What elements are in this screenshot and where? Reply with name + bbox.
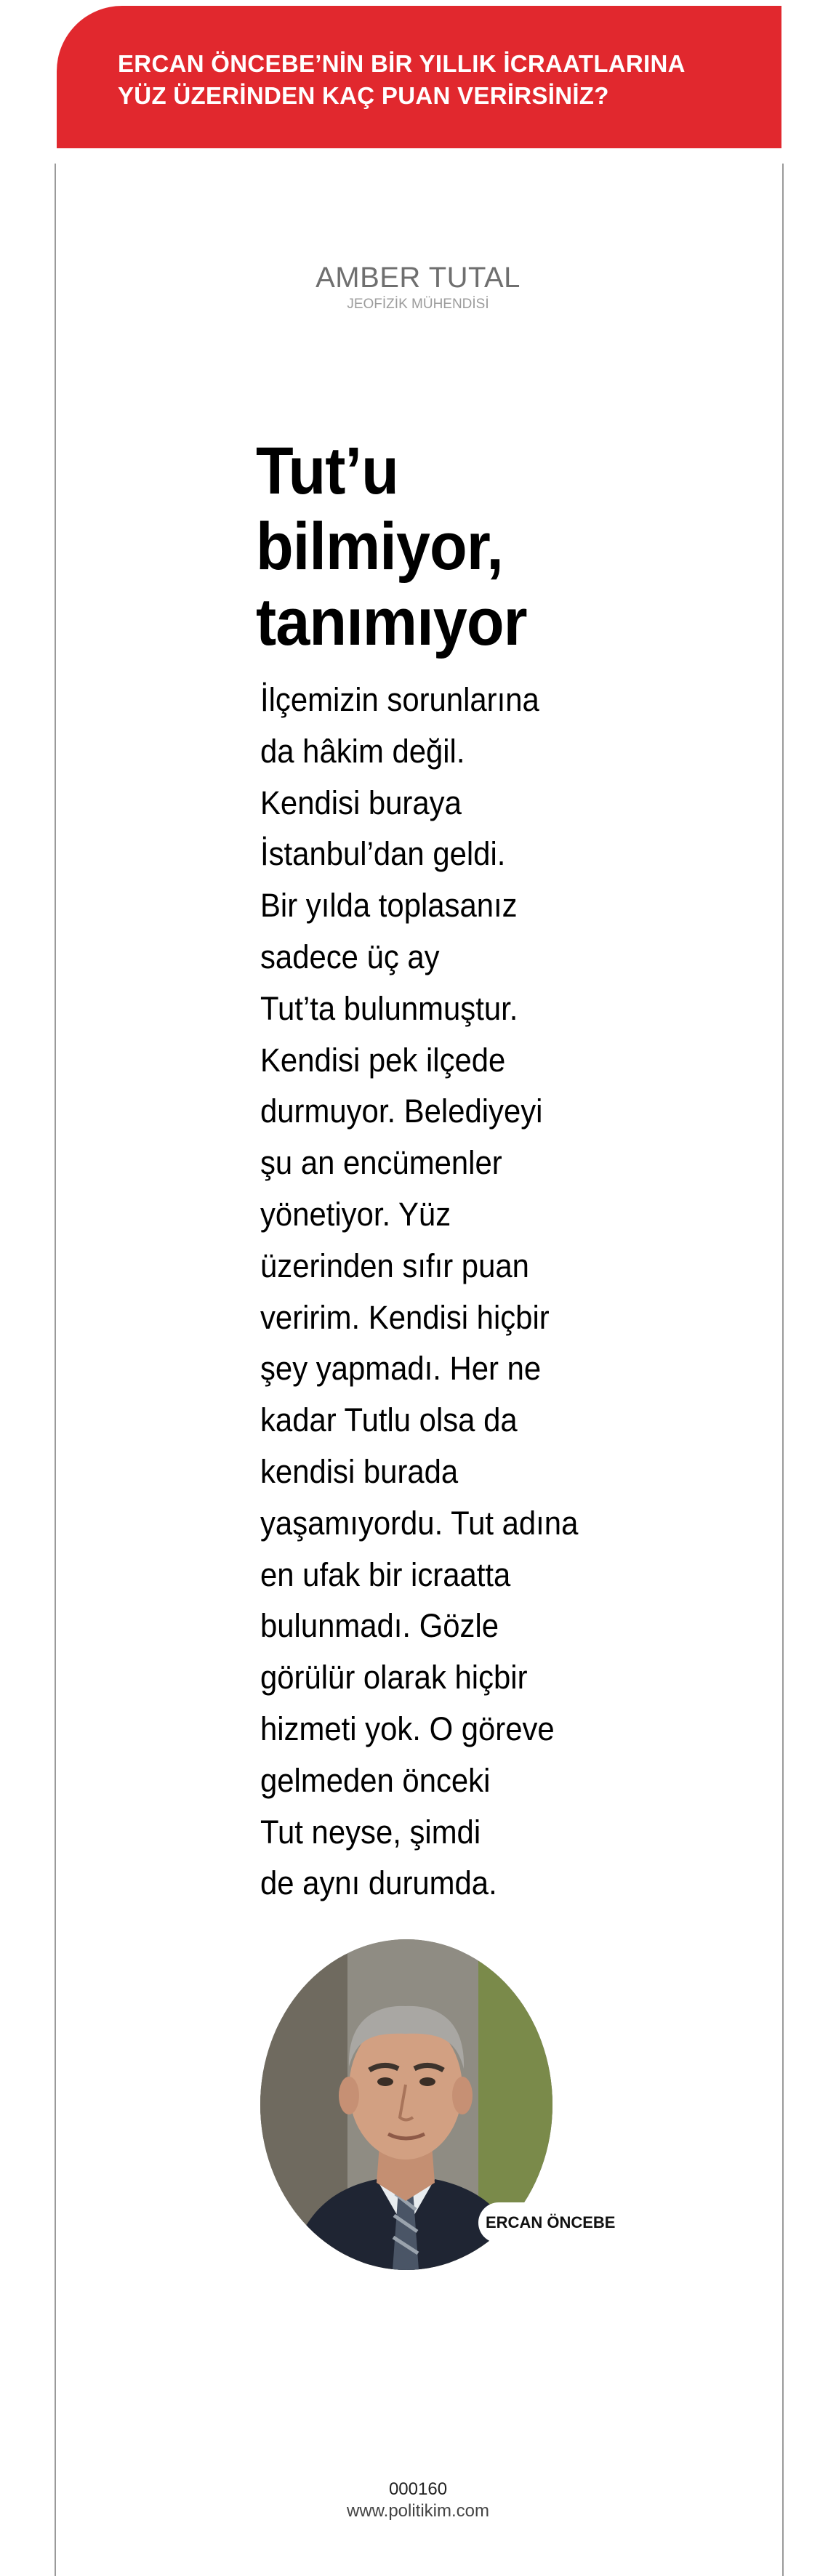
body-line: sadece üç ay <box>260 938 440 975</box>
body-line: Kendisi buraya <box>260 784 462 821</box>
footer-website: www.politikim.com <box>346 2501 490 2521</box>
body-line: gelmeden önceki <box>260 1761 491 1799</box>
body-line: İstanbul’dan geldi. <box>260 835 506 873</box>
body-line: kendisi burada <box>260 1452 459 1490</box>
frame-right-border <box>782 164 784 2576</box>
body-line: de aynı durumda. <box>260 1864 497 1902</box>
body-line: yönetiyor. Yüz <box>260 1195 451 1233</box>
question-banner <box>57 6 781 148</box>
frame-left-border <box>55 164 56 2576</box>
body-line: hizmeti yok. O göreve <box>260 1710 555 1747</box>
headline-line: bilmiyor, <box>256 510 503 584</box>
body-line: kadar Tutlu olsa da <box>260 1401 518 1439</box>
banner-line-1: ERCAN ÖNCEBE’NİN BİR YILLIK İCRAATLARINA <box>118 50 686 77</box>
body-line: veririm. Kendisi hiçbir <box>260 1298 550 1336</box>
author-block <box>0 260 836 314</box>
body-line: üzerinden sıfır puan <box>260 1247 529 1284</box>
body-text <box>260 675 612 1909</box>
body-line: Tut’ta bulunmuştur. <box>260 989 518 1027</box>
body-line: görülür olarak hiçbir <box>260 1659 528 1696</box>
body-line: da hâkim değil. <box>260 732 465 770</box>
headline-line: tanımıyor <box>256 585 527 659</box>
footer-code: 000160 <box>388 2479 448 2499</box>
headline-line: Tut’u <box>256 434 398 508</box>
author-name: AMBER TUTAL <box>315 262 521 294</box>
body-line: en ufak bir icraatta <box>260 1555 511 1593</box>
body-line: durmuyor. Belediyeyi <box>260 1092 543 1130</box>
headline <box>256 433 590 660</box>
photo-caption: ERCAN ÖNCEBE <box>478 2202 624 2243</box>
body-line: yaşamıyordu. Tut adına <box>260 1504 579 1542</box>
page-footer <box>0 2479 836 2522</box>
body-line: Tut neyse, şimdi <box>260 1813 481 1851</box>
body-line: şey yapmadı. Her ne <box>260 1350 542 1388</box>
body-line: bulunmadı. Gözle <box>260 1607 499 1645</box>
banner-line-2: YÜZ ÜZERİNDEN KAÇ PUAN VERİRSİNİZ? <box>118 82 609 109</box>
author-title: JEOFİZİK MÜHENDİSİ <box>347 297 489 312</box>
body-line: Bir yılda toplasanız <box>260 887 518 925</box>
body-line: Kendisi pek ilçede <box>260 1041 506 1079</box>
body-line: İlçemizin sorunlarına <box>260 681 539 718</box>
body-line: şu an encümenler <box>260 1144 502 1182</box>
